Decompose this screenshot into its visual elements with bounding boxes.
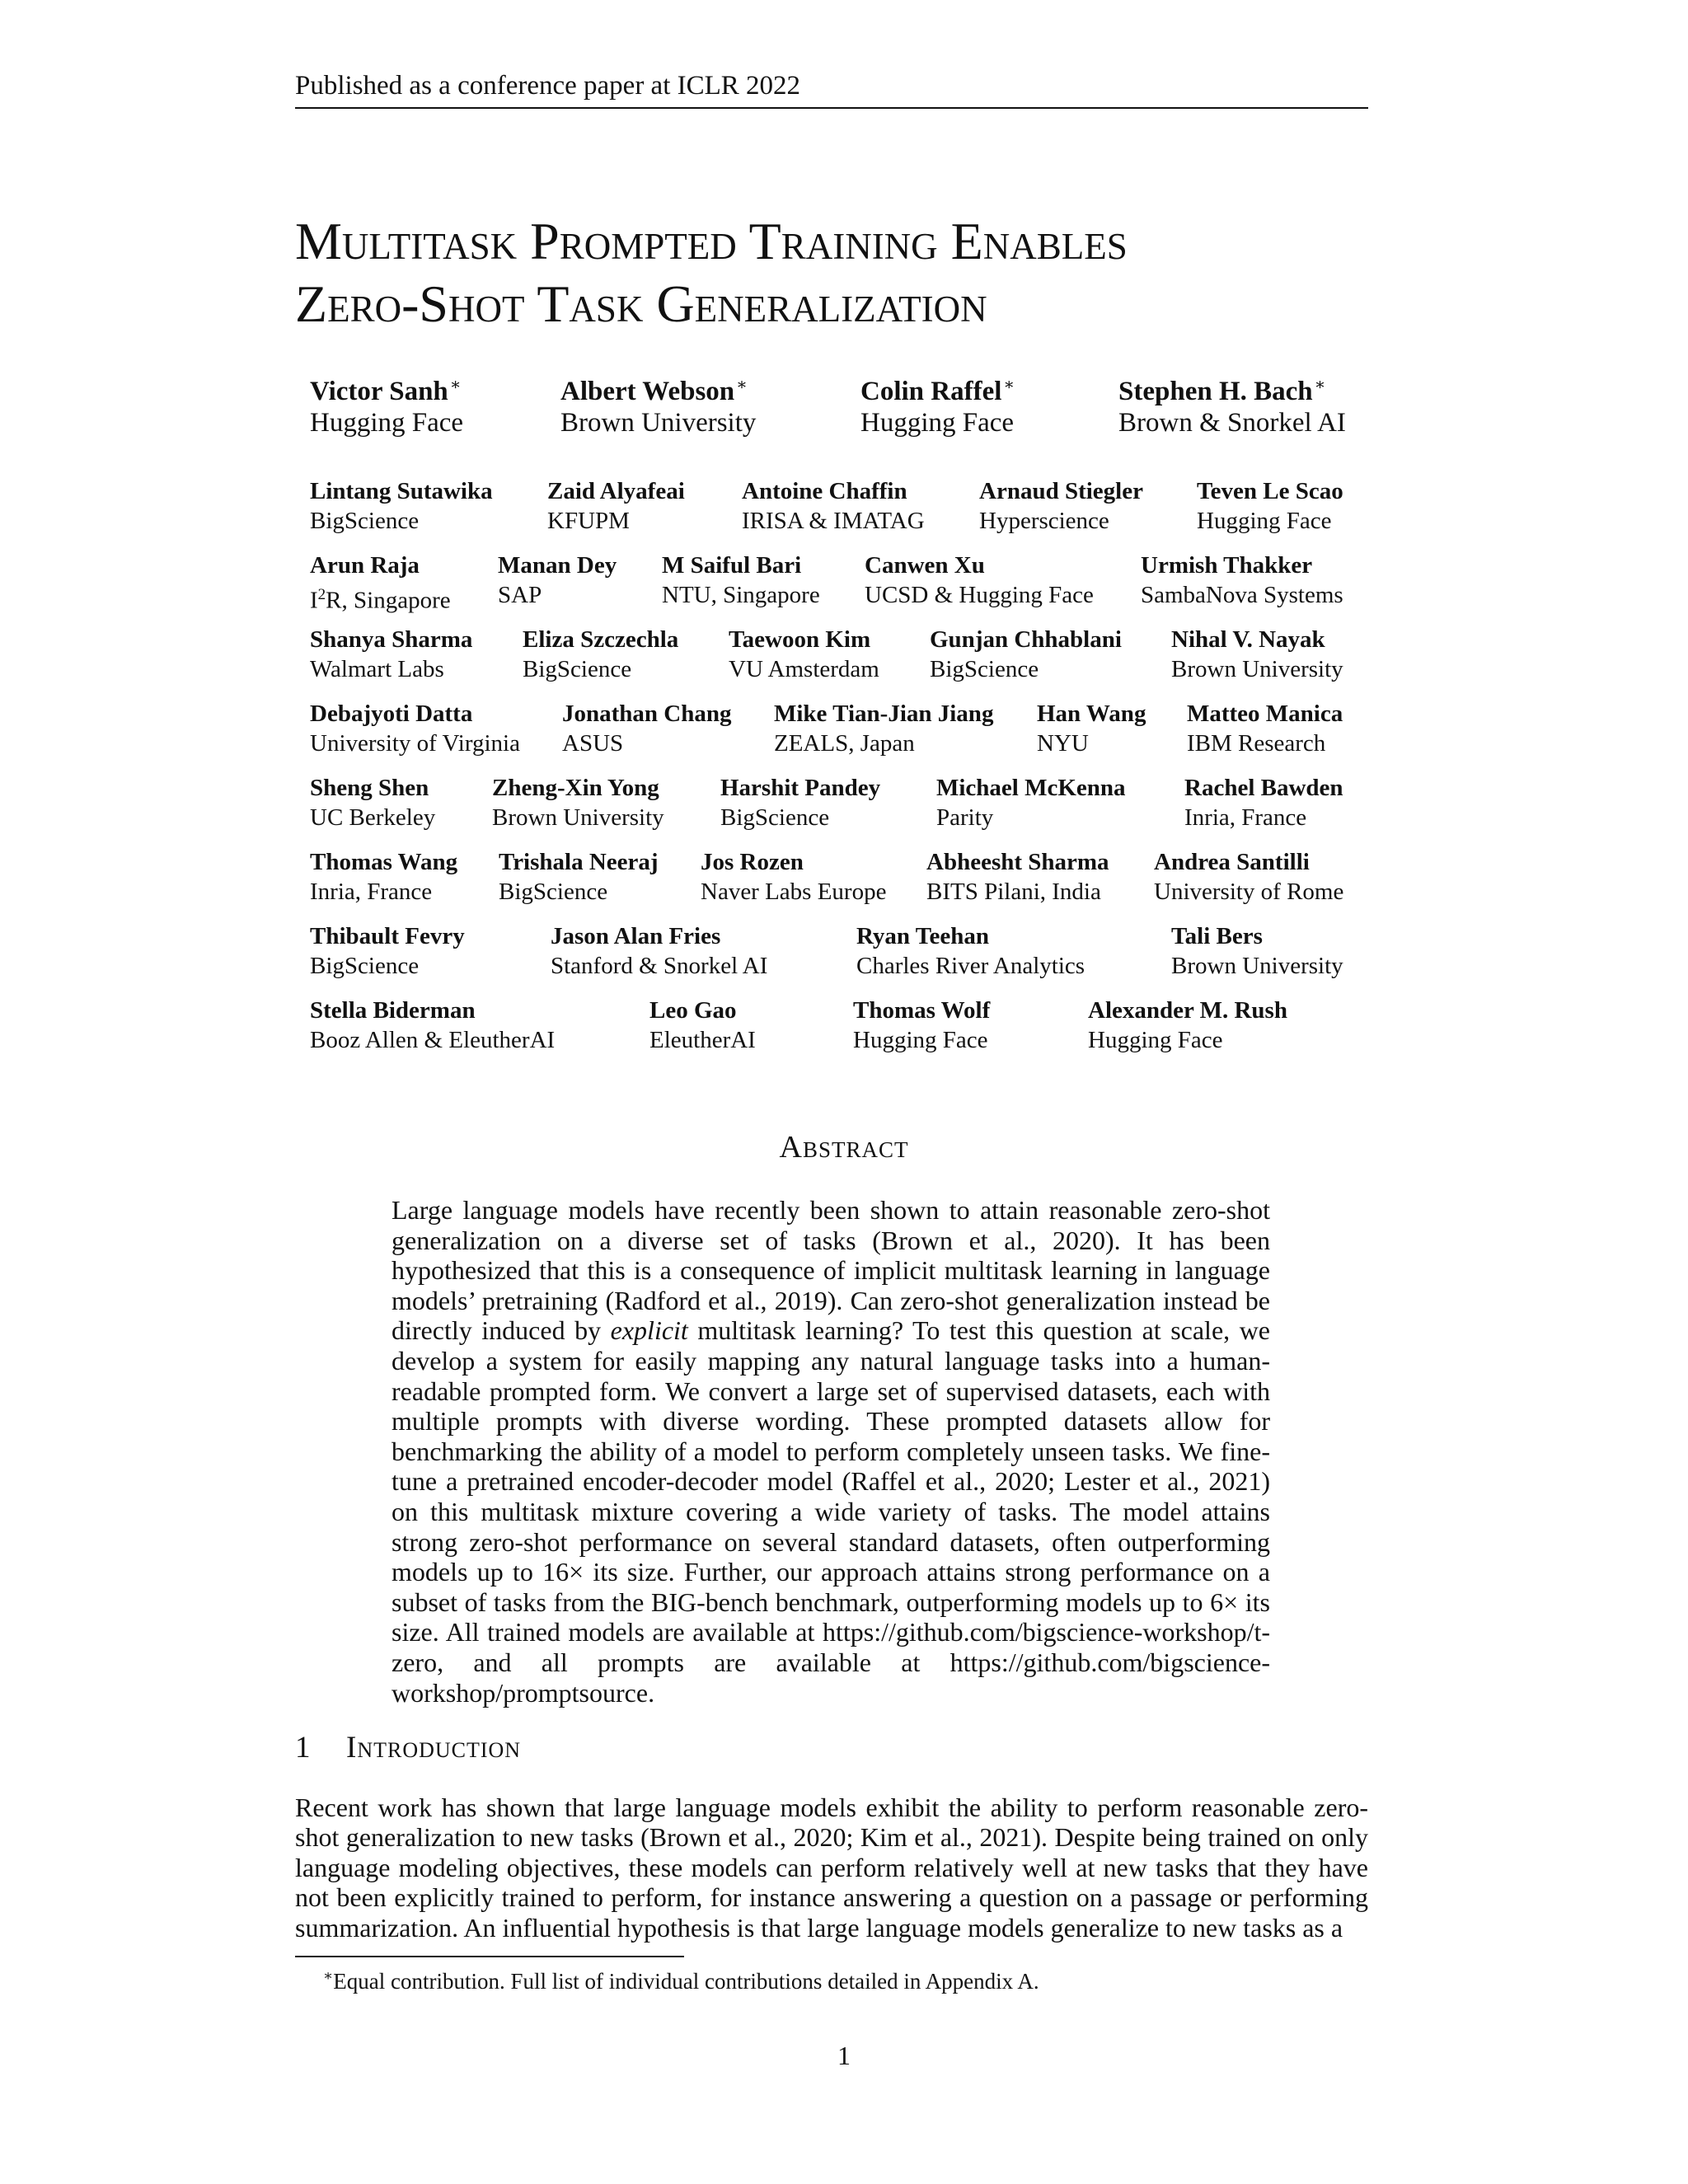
author (1088, 996, 1287, 1055)
author-name: Han Wang (1037, 701, 1146, 727)
section-title: Introduction (346, 1731, 522, 1765)
author (1154, 847, 1343, 907)
equal-contribution-mark: ∗ (1003, 376, 1015, 394)
author-name: Teven Le Scao (1197, 478, 1343, 504)
author-name: Jos Rozen (701, 849, 804, 875)
title-line-2: Zero-Shot Task Generalization (295, 274, 987, 333)
author-row (310, 551, 1348, 616)
author-name: Michael McKenna (936, 775, 1126, 801)
author-affiliation: Brown University (1171, 656, 1343, 682)
author (1187, 699, 1343, 758)
author-name: Victor Sanh (310, 377, 448, 406)
author-name: Manan Dey (498, 552, 617, 579)
author-affiliation: BigScience (310, 508, 420, 534)
author (498, 551, 617, 610)
author (1197, 476, 1343, 536)
author-name: Rachel Bawden (1184, 775, 1343, 801)
author-name: Leo Gao (649, 997, 737, 1024)
author (865, 551, 1094, 610)
author-affiliation: Charles River Analytics (856, 953, 1085, 979)
author (774, 699, 993, 758)
author (492, 773, 664, 832)
section-heading (295, 1729, 521, 1767)
author (662, 551, 820, 610)
author-affiliation: $I^2R$, Singapore (310, 586, 451, 614)
author-affiliation: UCSD & Hugging Face (865, 582, 1094, 608)
author-name: Mike Tian-Jian Jiang (774, 701, 994, 727)
author-affiliation: BigScience (523, 656, 632, 682)
author-affiliation: Hugging Face (310, 408, 464, 438)
author (936, 773, 1126, 832)
page-number: 1 (837, 2041, 851, 2070)
author-name: Lintang Sutawika (310, 478, 493, 504)
author-affiliation: Brown University (1171, 953, 1343, 979)
author (930, 625, 1122, 684)
author (853, 996, 990, 1055)
author-affiliation: BigScience (720, 804, 830, 831)
author-name: Debajyoti Datta (310, 701, 473, 727)
author-name: Stella Biderman (310, 997, 476, 1024)
author-affiliation: IBM Research (1187, 730, 1326, 757)
author (310, 625, 472, 684)
author (1171, 625, 1343, 684)
author (1171, 921, 1343, 981)
author (729, 625, 879, 684)
author-name: Thomas Wolf (853, 997, 991, 1024)
author (856, 921, 1085, 981)
author-affiliation: Hugging Face (1197, 508, 1332, 534)
author (310, 996, 555, 1055)
author-name: Jason Alan Fries (551, 923, 721, 949)
author-name: Zaid Alyafeai (547, 478, 685, 504)
author-name: Stephen H. Bach (1118, 377, 1313, 406)
author-affiliation: Hugging Face (1088, 1027, 1223, 1053)
author-affiliation: IRISA & IMATAG (742, 508, 925, 534)
author-row (310, 921, 1348, 987)
author-name: Taewoon Kim (729, 626, 871, 653)
author-affiliation: KFUPM (547, 508, 630, 534)
footnote (323, 1961, 1362, 1996)
equal-contribution-mark: ∗ (1314, 376, 1326, 394)
author (1141, 551, 1343, 610)
author-name: Arun Raja (310, 552, 420, 579)
author-affiliation: Brown University (492, 804, 664, 831)
author-name: Sheng Shen (310, 775, 429, 801)
author-affiliation: Parity (936, 804, 994, 831)
author (310, 847, 457, 907)
author-name: Tali Bers (1171, 923, 1263, 949)
author-name: Colin Raffel (860, 377, 1002, 406)
author-affiliation: ASUS (562, 730, 624, 757)
author-affiliation: Walmart Labs (310, 656, 444, 682)
author-affiliation: UC Berkeley (310, 804, 436, 831)
author-name: Shanya Sharma (310, 626, 473, 653)
equal-contribution-mark: ∗ (449, 376, 462, 394)
author-affiliation: NYU (1037, 730, 1089, 757)
author-row (310, 847, 1348, 913)
footnote-mark: ∗ (323, 1967, 334, 1984)
author-row (310, 996, 1348, 1062)
author (860, 369, 1015, 438)
author-name: Albert Webson (560, 377, 735, 406)
author (310, 921, 465, 981)
abstract-text: Large language models have recently been shown to attain reasonable zero-shot generalization on a diverse set of tasks (Brown et al., 2020). It has been hypothesized that this is a consequence of implicit multitask learning in language models’ pretraining (Radford et al., 2019). Can zero-shot generalization instead be directly induced by explicit multitask learning? To test this question at scale, we develop a system for easily mapping any natural language tasks into a human-readable prompted form. We convert a large set of supervised datasets, each with multiple prompts with diverse wording. These prompted datasets allow for benchmarking the ability of a model to perform completely unseen tasks. We fine-tune a pretrained encoder-decoder model (Raffel et al., 2020; Lester et al., 2021) on this multitask mixture covering a wide variety of tasks. The model attains strong zero-shot performance on several standard datasets, often outperforming models up to 16× its size. Further, our approach attains strong performance on a subset of tasks from the BIG-bench benchmark, outperforming models up to 6× its size. All trained models are available at https://github.com/bigscience-workshop/t-zero, and all prompts are available at https://github.com/bigscience-workshop/promptsource. (392, 1195, 1270, 1708)
introduction-text: Recent work has shown that large language models exhibit the ability to perform reasonable zero-shot generalization to new tasks (Brown et al., 2020; Kim et al., 2021). Despite being trained on only language modeling objectives, these models can perform relatively well at new tasks that they have not been explicitly trained to perform, for instance answering a question on a passage or performing summarization. An influential hypothesis is that large language models generalize to new tasks as a (295, 1793, 1368, 1943)
author-affiliation: BigScience (930, 656, 1039, 682)
author (551, 921, 767, 981)
abstract-heading: Abstract (779, 1130, 909, 1165)
author-affiliation: BITS Pilani, India (926, 879, 1101, 905)
author-affiliation: Hugging Face (853, 1027, 988, 1053)
author (499, 847, 659, 907)
author (720, 773, 880, 832)
author-row (310, 773, 1348, 839)
author (1037, 699, 1146, 758)
author-name: Eliza Szczechla (523, 626, 679, 653)
author-row (310, 369, 1348, 438)
author-affiliation: Stanford & Snorkel AI (551, 953, 768, 979)
author (310, 476, 493, 536)
emphasized-word: explicit (610, 1315, 688, 1346)
author (310, 699, 520, 758)
author-affiliation: EleutherAI (649, 1027, 756, 1053)
author-name: Abheesht Sharma (926, 849, 1109, 875)
author-affiliation: VU Amsterdam (729, 656, 879, 682)
author-name: Gunjan Chhablani (930, 626, 1122, 653)
running-header: Published as a conference paper at ICLR 2022 (295, 66, 1368, 109)
equal-contribution-mark: ∗ (736, 376, 748, 394)
author (1118, 369, 1346, 438)
author-row (310, 699, 1348, 765)
author-name: Arnaud Stiegler (979, 478, 1143, 504)
section-number: 1 (295, 1731, 312, 1765)
author-affiliation: Brown University (560, 408, 757, 438)
author-affiliation: Hugging Face (860, 408, 1015, 438)
title-line-1: Multitask Prompted Training Enables (295, 212, 1128, 270)
author (310, 369, 463, 438)
author (310, 773, 435, 832)
author-name: Antoine Chaffin (742, 478, 907, 504)
author-affiliation: Inria, France (1184, 804, 1307, 831)
author-affiliation: University of Rome (1154, 879, 1344, 905)
author-name: Jonathan Chang (562, 701, 732, 727)
author-name: Alexander M. Rush (1088, 997, 1287, 1024)
author-name: Thomas Wang (310, 849, 458, 875)
author-row (310, 476, 1348, 542)
author (562, 699, 732, 758)
footnote-text: Equal contribution. Full list of individual contributions detailed in Appendix A. (333, 1969, 1039, 1994)
footnote-rule (295, 1956, 684, 1957)
author (523, 625, 678, 684)
author-affiliation: Booz Allen & EleutherAI (310, 1027, 556, 1053)
author-name: Thibault Fevry (310, 923, 465, 949)
author (701, 847, 886, 907)
author-name: Trishala Neeraj (499, 849, 659, 875)
author-affiliation: SambaNova Systems (1141, 582, 1343, 608)
author-name: Andrea Santilli (1154, 849, 1310, 875)
author (1184, 773, 1343, 832)
author-name: Harshit Pandey (720, 775, 881, 801)
author-name: M Saiful Bari (662, 552, 802, 579)
author (560, 369, 756, 438)
author-name: Canwen Xu (865, 552, 985, 579)
paper-title (295, 210, 1449, 335)
author-name: Ryan Teehan (856, 923, 989, 949)
author-name: Nihal V. Nayak (1171, 626, 1325, 653)
author (649, 996, 756, 1055)
author (926, 847, 1109, 907)
author-affiliation: University of Virginia (310, 730, 520, 757)
author-affiliation: NTU, Singapore (662, 582, 820, 608)
author-name: Zheng-Xin Yong (492, 775, 659, 801)
author-name: Matteo Manica (1187, 701, 1343, 727)
author-affiliation: ZEALS, Japan (774, 730, 915, 757)
author (547, 476, 685, 536)
author-name: Urmish Thakker (1141, 552, 1313, 579)
author (310, 551, 451, 616)
author (979, 476, 1143, 536)
author-affiliation: SAP (498, 582, 542, 608)
author-affiliation: Naver Labs Europe (701, 879, 887, 905)
author-affiliation: BigScience (499, 879, 608, 905)
author-affiliation: Hyperscience (979, 508, 1109, 534)
author-affiliation: BigScience (310, 953, 420, 979)
author (742, 476, 925, 536)
author-affiliation: Inria, France (310, 879, 433, 905)
author-row (310, 625, 1348, 691)
author-affiliation: Brown & Snorkel AI (1118, 408, 1346, 438)
